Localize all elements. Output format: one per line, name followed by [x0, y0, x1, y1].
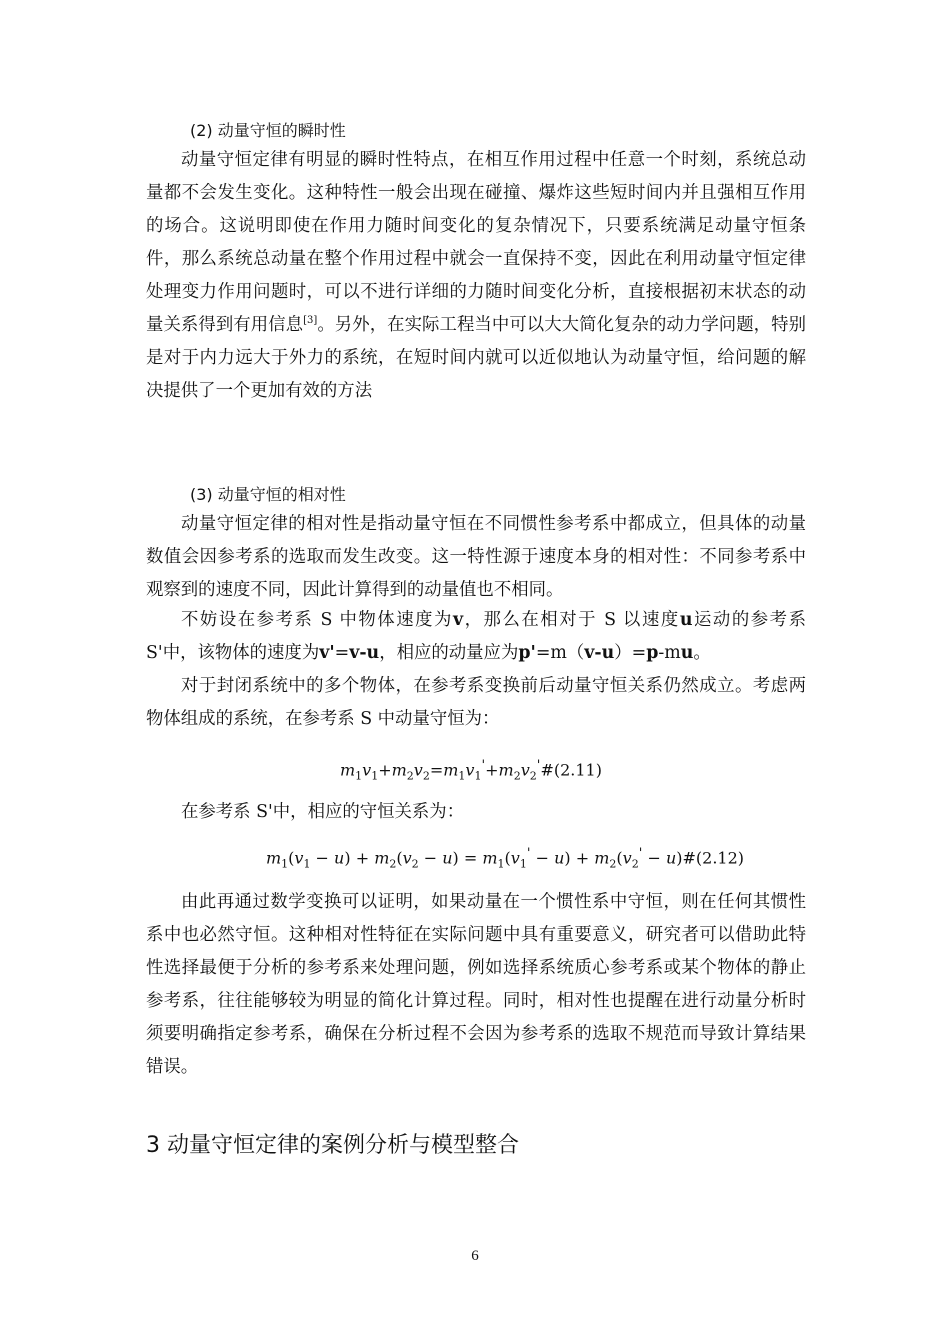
vector-p: p [646, 643, 659, 663]
vector-p-prime: p' [518, 643, 536, 663]
paragraph-text: = [334, 643, 350, 663]
paragraph-text: -m [658, 643, 681, 663]
paragraph-relativity-intro [146, 508, 806, 607]
paragraph-text: ）= [614, 643, 647, 663]
paragraph-text: 。另外，在实际工程当中可以大大简化复杂的动力学问题，特别是对于内力远大于外力的系统，在短时间内就可以近似地认为动量守恒，给问题的解决提供了一个更加有效的方法 [146, 315, 806, 401]
section-heading-instantaneity: (2) 动量守恒的瞬时性 [190, 121, 346, 140]
vector-u: u [679, 610, 693, 630]
citation-ref: [3] [303, 315, 318, 327]
paragraph-closed-system [146, 670, 806, 736]
paragraph-text: 动量守恒定律的相对性是指动量守恒在不同惯性参考系中都成立，但具体的动量数值会因参考系的选取而发生改变。这一特性源于速度本身的相对性：不同参考系中观察到的速度不同，因此计算得到的动量值也不相同。 [146, 514, 806, 600]
paragraph-text: 由此再通过数学变换可以证明，如果动量在一个惯性系中守恒，则在任何其惯性系中也必然守恒。这种相对性特征在实际问题中具有重要意义，研究者可以借助此特性选择最便于分析的参考系来处理问题，例如选择系统质心参考系或某个物体的静止参考系，往往能够较为明显的简化计算过程。同时，相对性也提醒在进行动量分析时须要明确指定参考系，确保在分析过程不会因为参考系的选取不规范而导致计算结果错误。 [146, 892, 806, 1077]
paragraph-text: 在参考系 S'中，相应的守恒关系为： [181, 802, 465, 822]
paragraph-instantaneity [146, 144, 806, 408]
paragraph-reference-frame [146, 604, 806, 670]
equation-2-11: $m_1v_1+m_2v_2=m_1v_1'+m_2v_2'\#(2.11)$ [340, 758, 602, 783]
paragraph-text: 对于封闭系统中的多个物体，在参考系变换前后动量守恒关系仍然成立。考虑两物体组成的系统，在参考系 S 中动量守恒为： [146, 676, 806, 729]
paragraph-relativity-significance [146, 886, 806, 1084]
paragraph-text: 运动的参考系 S'中，该物体的速度为 [146, 610, 806, 663]
paragraph-frame-s-prime [146, 796, 806, 829]
paragraph-text: =m（ [535, 643, 585, 663]
paragraph-text: 。 [693, 643, 711, 663]
vector-v-minus-u: v-u [584, 643, 615, 663]
section-heading-relativity: (3) 动量守恒的相对性 [190, 485, 346, 504]
equation-tag: #(2.11) [540, 760, 602, 780]
page-number: 6 [471, 1248, 479, 1264]
equation-2-12: $m_1(v_1 - u) + m_2(v_2 - u) = m_1(v_1' - u) + m_2(v_2'$ − u)#(2.12) [266, 846, 745, 871]
paragraph-text: ，相应的动量应为 [379, 643, 519, 663]
paragraph-text: 不妨设在参考系 S 中物体速度为 [181, 610, 453, 630]
paragraph-text: ，那么在相对于 S 以速度 [463, 610, 680, 630]
paragraph-text: 动量守恒定律有明显的瞬时性特点，在相互作用过程中任意一个时刻，系统总动量都不会发生变化。这种特性一般会出现在碰撞、爆炸这些短时间内并且强相互作用的场合。这说明即使在作用力随时间变化的复杂情况下，只要系统满足动量守恒条件，那么系统总动量在整个作用过程中就会一直保持不变，因此在利用动量守恒定律处理变力作用问题时，可以不进行详细的力随时间变化分析，直接根据初末状态的动量关系得到有用信息 [146, 150, 806, 335]
vector-v-prime: v' [319, 643, 335, 663]
vector-v: v [452, 610, 464, 630]
vector-v-minus-u: v-u [349, 643, 380, 663]
chapter-heading: 3 动量守恒定律的案例分析与模型整合 [146, 1133, 519, 1158]
vector-u: u [680, 643, 694, 663]
equation-tag: #(2.12) [682, 848, 745, 868]
